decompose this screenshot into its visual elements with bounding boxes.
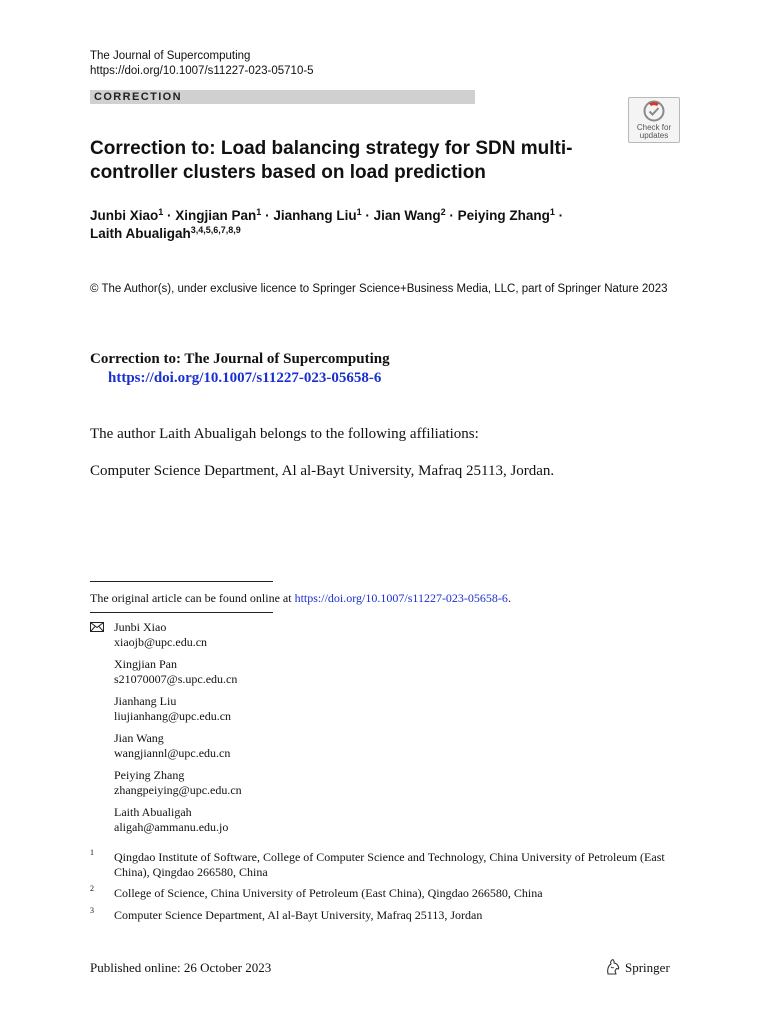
author-name[interactable]: Jianhang Liu (273, 208, 357, 223)
author-affiliation-sup: 1 (256, 207, 262, 217)
affiliation-text: Computer Science Department, Al al-Bayt University, Mafraq 25113, Jordan (114, 908, 483, 922)
contact-email[interactable]: liujianhang@upc.edu.cn (114, 709, 232, 723)
author-separator: · (554, 208, 564, 223)
journal-name: The Journal of Supercomputing (90, 50, 251, 62)
contacts-divider (90, 612, 273, 613)
section-label: CORRECTION (94, 91, 182, 103)
contact-email[interactable]: wangjiannl@upc.edu.cn (114, 746, 231, 760)
contact-name: Jianhang Liu (114, 694, 177, 708)
contact-name: Peiying Zhang (114, 768, 185, 782)
springer-horse-icon (604, 958, 622, 976)
contact-name: Xingjian Pan (114, 657, 177, 671)
original-article-prefix: The original article can be found online at (90, 591, 295, 605)
article-doi[interactable]: https://doi.org/10.1007/s11227-023-05710-5 (90, 65, 314, 77)
original-article-suffix: . (507, 591, 511, 605)
contact-email[interactable]: aligah@ammanu.edu.jo (114, 820, 229, 834)
original-article-note (90, 590, 511, 606)
badge-text-line1: Check for (636, 123, 672, 132)
author-separator: · (445, 208, 458, 223)
contact-name: Laith Abualigah (114, 805, 192, 819)
published-date: Published online: 26 October 2023 (90, 960, 272, 975)
author-separator: · (261, 208, 274, 223)
affiliation-text: Qingdao Institute of Software, College of Computer Science and Technology, China University of Petroleum (East China), Qingdao 266580, China (114, 850, 665, 879)
author-name[interactable]: Laith Abualigah (90, 226, 191, 241)
affiliation-number: 1 (90, 848, 94, 857)
contact-name: Jian Wang (114, 731, 164, 745)
author-affiliation-sup: 2 (440, 207, 446, 217)
body-paragraph: The author Laith Abualigah belongs to the following affiliations: (90, 426, 479, 442)
author-affiliation-sup: 3,4,5,6,7,8,9 (190, 225, 241, 235)
footnote-divider (90, 581, 273, 582)
affiliation-number: 2 (90, 884, 94, 893)
affiliation-text: College of Science, China University of Petroleum (East China), Qingdao 266580, China (114, 886, 543, 900)
article-title: Correction to: Load balancing strategy for SDN multi-controller clusters based on load prediction (90, 138, 573, 183)
original-article-link[interactable]: https://doi.org/10.1007/s11227-023-05658-6 (294, 591, 508, 605)
copyright-notice: © The Author(s), under exclusive licence to Springer Science+Business Media, LLC, part of Springer Nature 2023 (90, 283, 668, 295)
envelope-icon (90, 622, 104, 632)
contact-email[interactable]: s21070007@s.upc.edu.cn (114, 672, 238, 686)
publisher-name: Springer (625, 960, 670, 975)
badge-text-line2: updates (639, 131, 669, 140)
author-name[interactable]: Junbi Xiao (90, 208, 159, 223)
author-affiliation-sup: 1 (158, 207, 164, 217)
author-separator: · (163, 208, 176, 223)
affiliation-number: 3 (90, 906, 94, 915)
section-bar (90, 90, 475, 104)
correction-heading: Correction to: The Journal of Supercomputing (90, 351, 390, 367)
contact-email[interactable]: xiaojb@upc.edu.cn (114, 635, 208, 649)
contact-name: Junbi Xiao (114, 620, 167, 634)
author-list (90, 207, 690, 243)
author-name[interactable]: Xingjian Pan (175, 208, 257, 223)
author-affiliation-sup: 1 (356, 207, 362, 217)
author-name[interactable]: Jian Wang (373, 208, 441, 223)
author-separator: · (361, 208, 374, 223)
author-name[interactable]: Peiying Zhang (457, 208, 550, 223)
check-for-updates-icon (643, 100, 665, 122)
contact-email[interactable]: zhangpeiying@upc.edu.cn (114, 783, 242, 797)
body-paragraph: Computer Science Department, Al al-Bayt University, Mafraq 25113, Jordan. (90, 463, 555, 479)
author-affiliation-sup: 1 (549, 207, 555, 217)
correction-doi-link[interactable]: https://doi.org/10.1007/s11227-023-05658-6 (108, 370, 382, 386)
